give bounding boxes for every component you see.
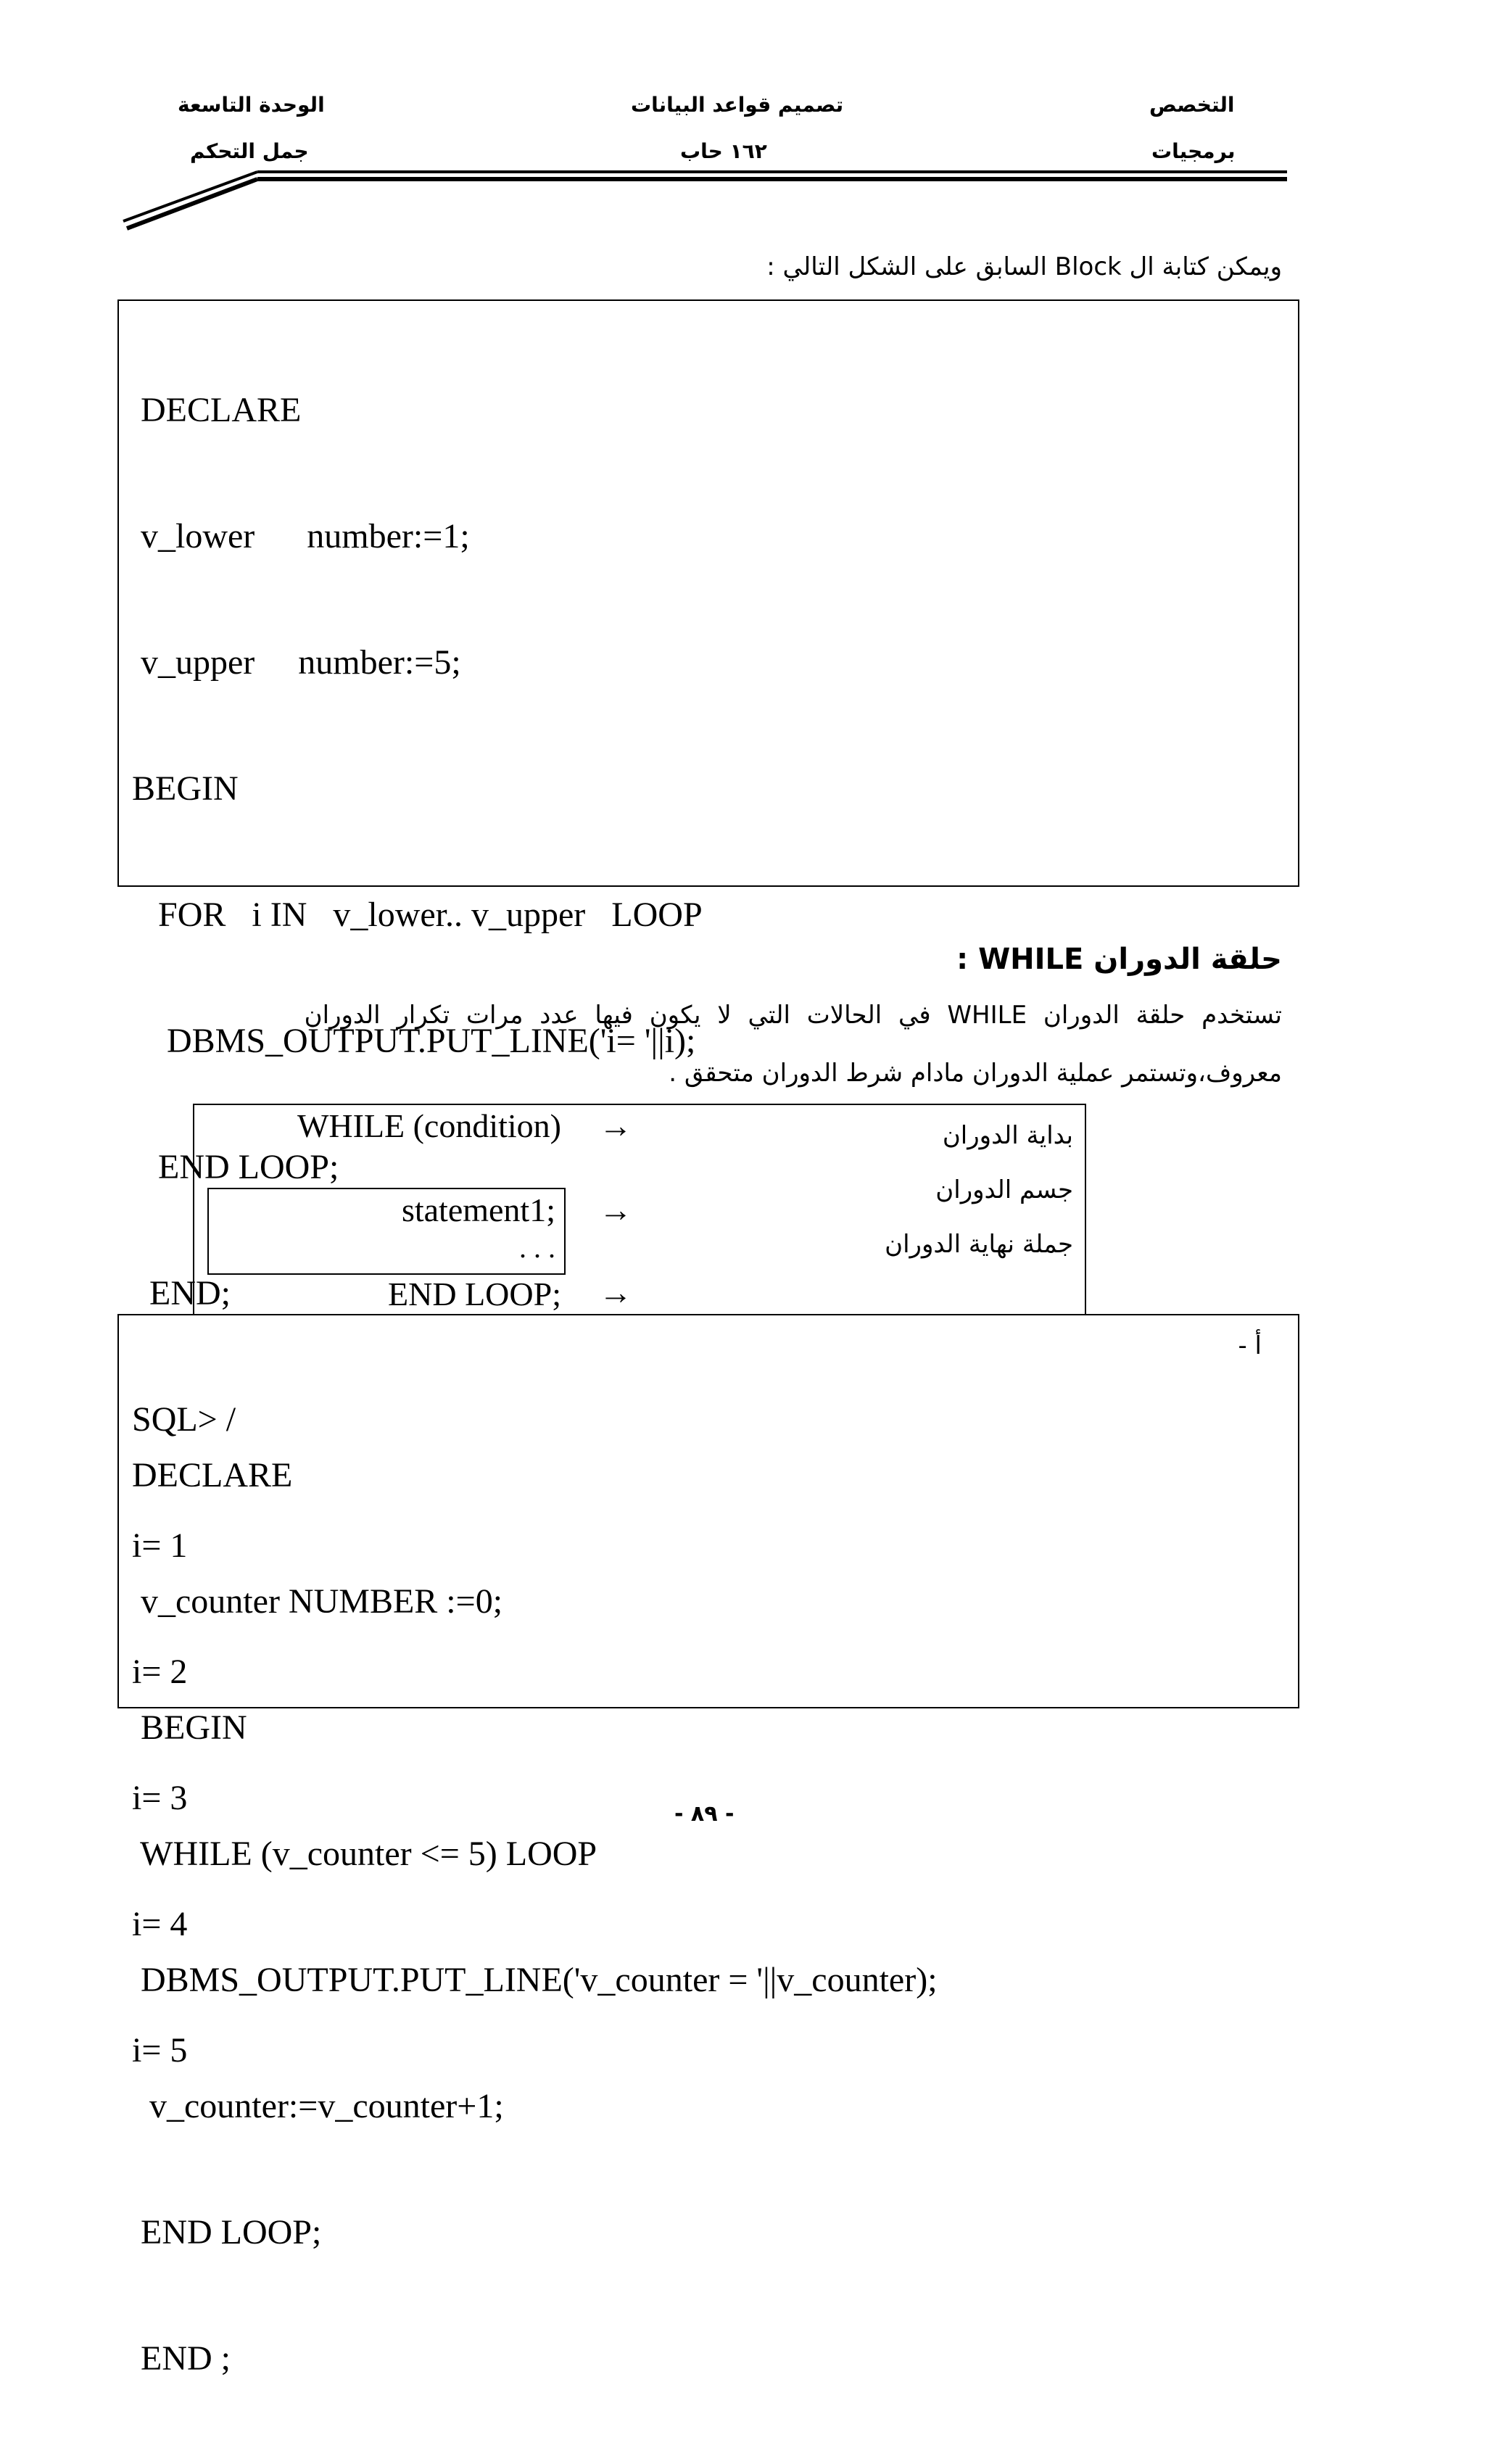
code-line: BEGIN [132,1708,247,1747]
code-line: i= 5 [132,2031,188,2070]
header-topic: جمل التحكم [190,139,309,163]
code-line: i= 4 [132,1905,188,1943]
page-number: - ٨٩ - [674,1801,735,1827]
code-line: DECLARE [132,391,302,429]
intro-text: ويمكن كتابة ال Block السابق على الشكل التالي : [766,252,1282,281]
syntax-end-loop: END LOOP; [388,1276,561,1312]
arrow-icon: → [599,1274,632,1311]
arrow-icon: → [599,1107,632,1144]
header-unit: الوحدة التاسعة [178,93,325,117]
syntax-dots: . . . [519,1231,555,1264]
header-course-code: ١٦٢ حاب [680,139,767,163]
header-course: تصميم قواعد البيانات [631,93,844,117]
header-divider [0,0,1485,239]
code-line: i= 2 [132,1653,188,1691]
section-title: حلقة الدوران WHILE : [956,943,1282,976]
code-line: v_upper number:=5; [132,643,461,682]
code-line: DBMS_OUTPUT.PUT_LINE('v_counter = '||v_counter); [132,1961,938,1999]
syntax-label-body: جسم الدوران [935,1175,1073,1204]
syntax-statement: statement1; [401,1191,555,1228]
example-label: أ - [1238,1331,1262,1360]
syntax-body-box [207,1188,566,1275]
header-specialty: التخصص [1149,93,1235,117]
code-line: DECLARE [132,1456,293,1494]
syntax-while-line: WHILE (condition) [297,1107,561,1144]
while-syntax-diagram [193,1104,1086,1315]
code-line: DBMS_OUTPUT.PUT_LINE('i= '||i); [132,1022,696,1060]
code-line: END ; [132,2339,231,2378]
code-line: END LOOP; [132,1148,339,1186]
syntax-label-start: بداية الدوران [942,1121,1073,1150]
code-block-2-content [132,1371,938,2464]
header-program: برمجيات [1151,139,1236,163]
arrow-icon: → [599,1191,632,1228]
code-line: v_counter:=v_counter+1; [132,2087,504,2125]
code-line: END; [132,1274,231,1312]
code-line: FOR i IN v_lower.. v_upper LOOP [132,896,703,934]
code-line: END LOOP; [132,2213,322,2252]
code-line: BEGIN [132,769,239,808]
section-paragraph-line-1: تستخدم حلقة الدوران WHILE في الحالات التي لا يكون فيها عدد مرات تكرار الدوران [304,1001,1282,1030]
code-line: WHILE (v_counter <= 5) LOOP [132,1835,597,1873]
syntax-label-end: جملة نهاية الدوران [885,1230,1073,1259]
code-line: i= 3 [132,1779,188,1817]
code-line: v_counter NUMBER :=0; [132,1582,503,1621]
code-line: SQL> / [132,1400,236,1439]
code-line: v_lower number:=1; [132,517,470,555]
section-paragraph-line-2: معروف،وتستمر عملية الدوران مادام شرط الدوران متحقق . [669,1059,1282,1088]
code-line: i= 1 [132,1526,188,1565]
